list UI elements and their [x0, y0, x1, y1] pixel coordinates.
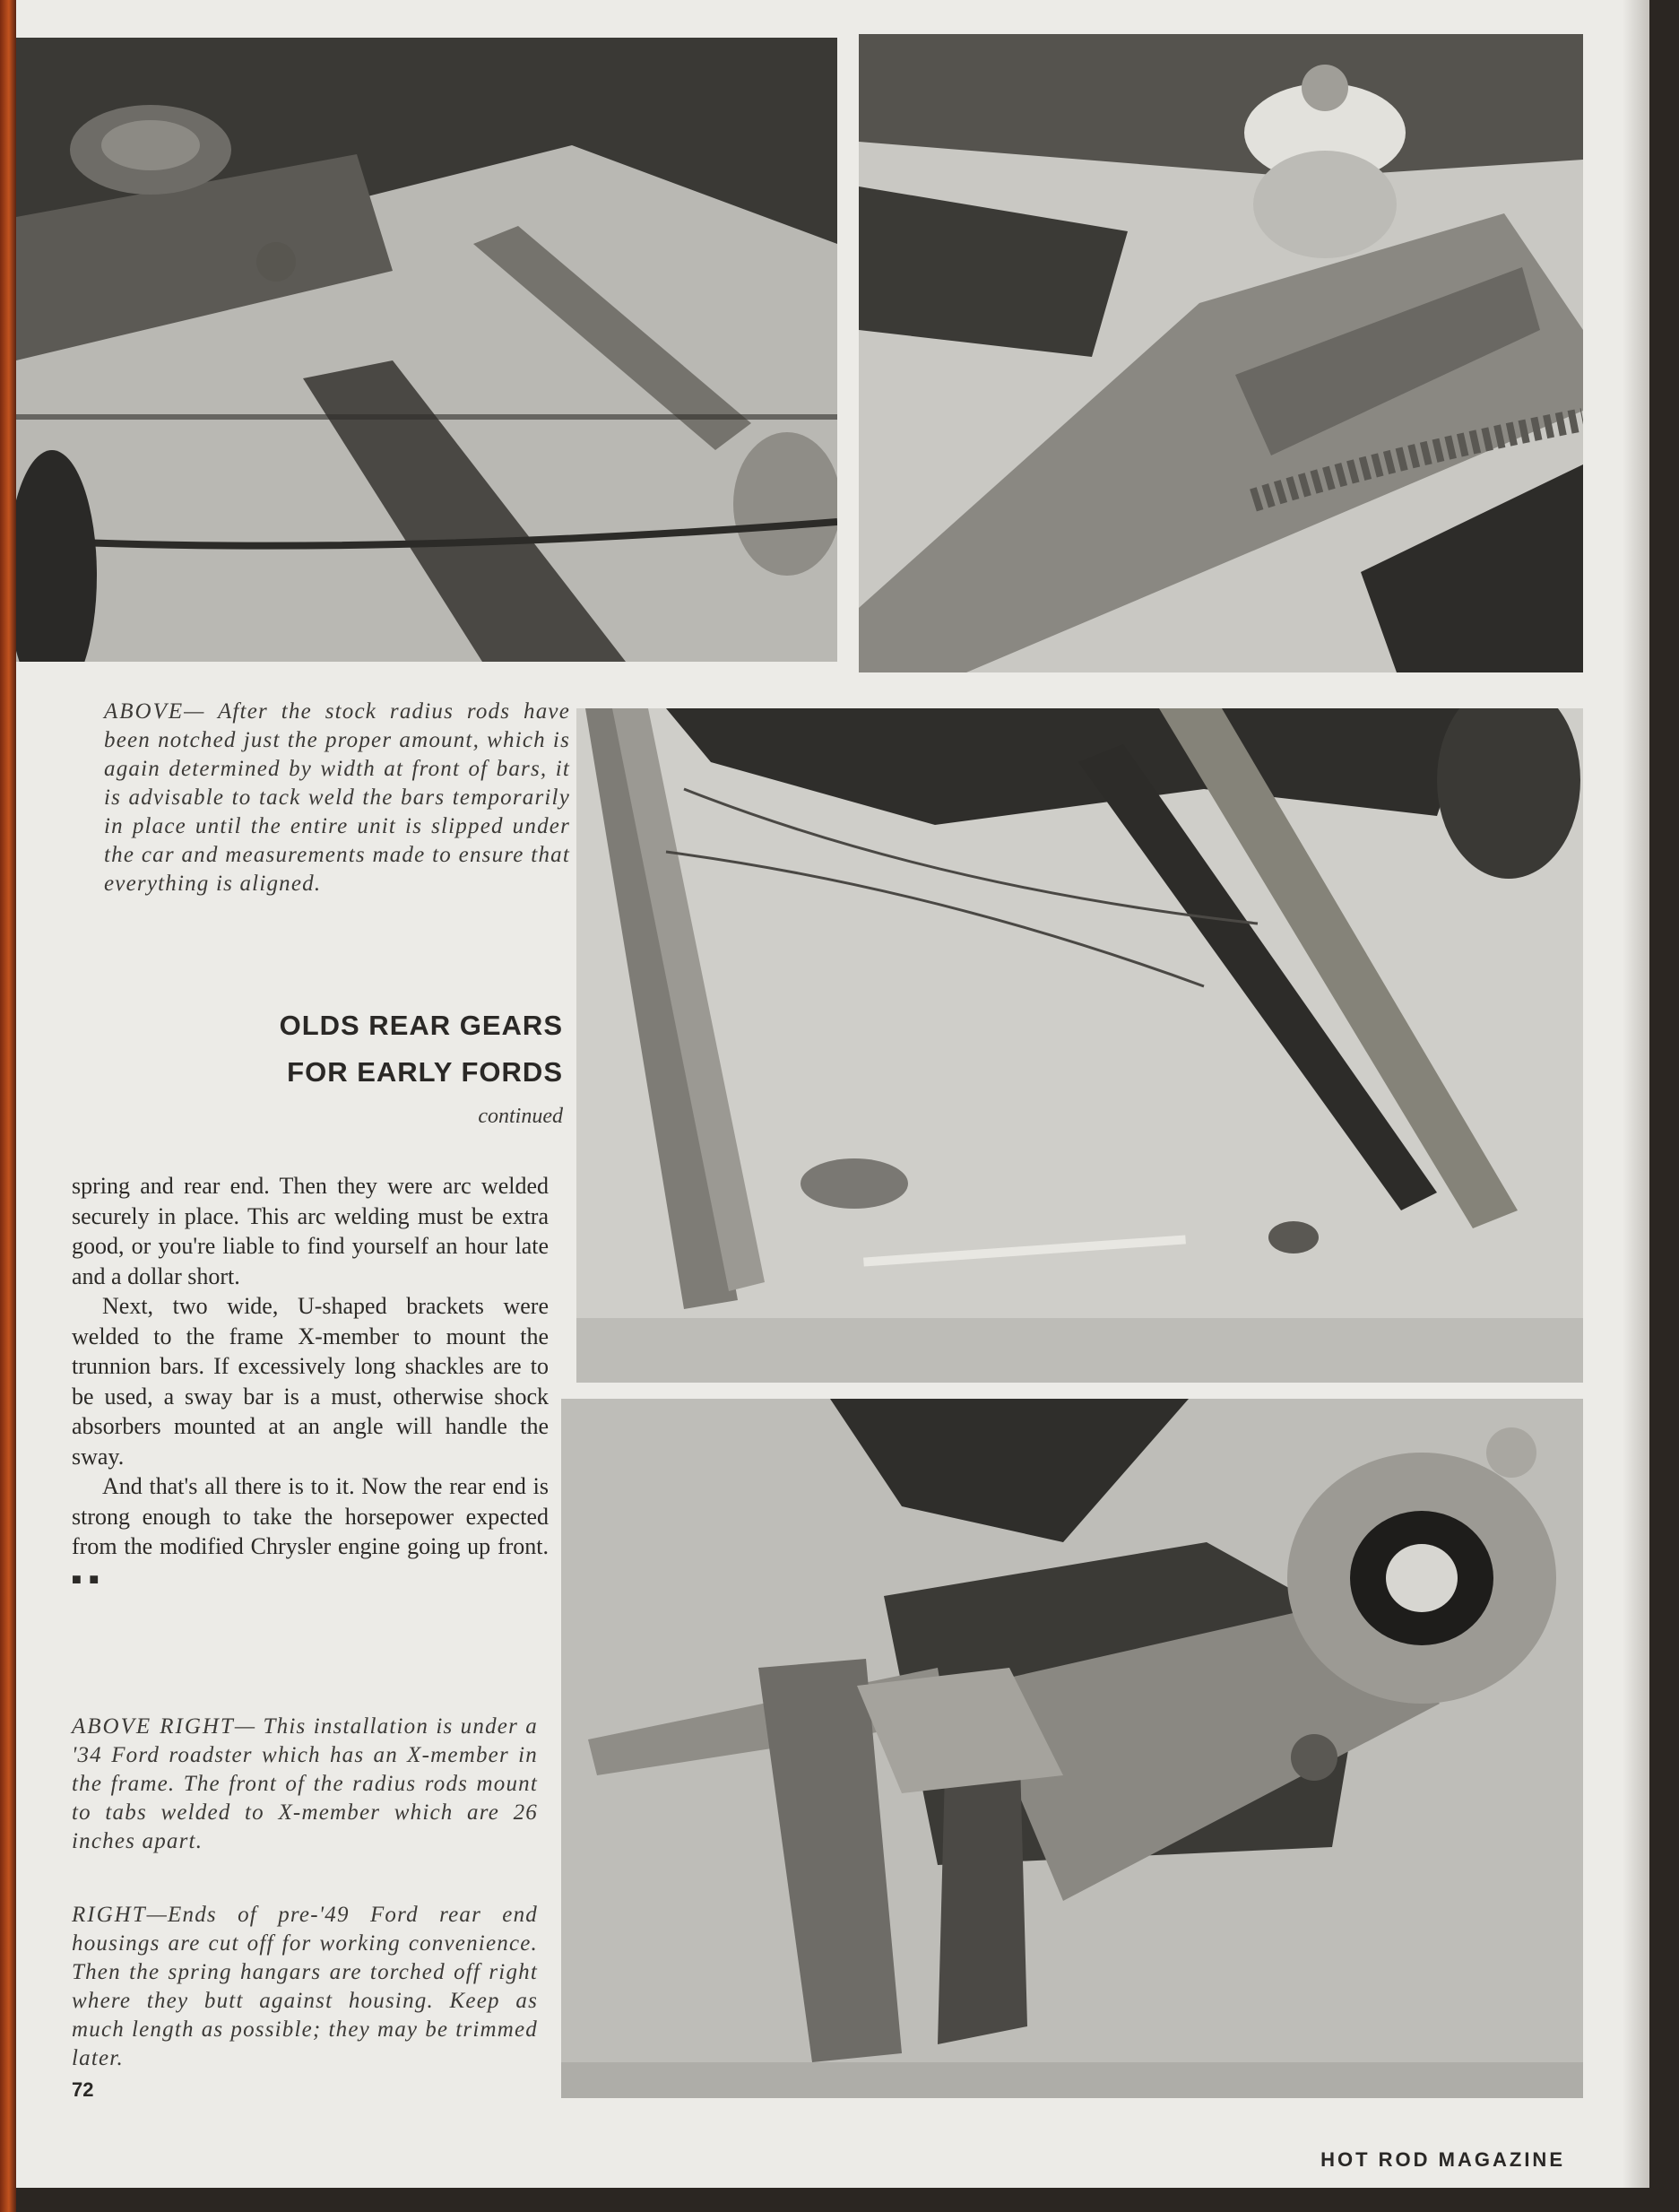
caption-above-text: — After the stock radius rods have been notched just the proper amount, which is again determined by width at front of bars, it is advisable to tack weld the bars temporarily in place until the entire unit is slipped under the car and measurements made to ensure that everything is aligned.: [104, 699, 570, 896]
photo-housing-end-cut-off: [561, 1399, 1583, 2098]
caption-above: [104, 698, 570, 898]
article-paragraph-3-text: And that's all there is to it. Now the rear end is strong enough to take the horsepower expected from the modified Chrysler engine going up front.: [72, 1473, 549, 1559]
photo-x-member-installation: [576, 708, 1583, 1383]
caption-right: [72, 1901, 538, 2073]
photo-housing-end-cut-off-image: [561, 1399, 1583, 2098]
page-number: 72: [72, 2078, 94, 2101]
caption-above-right-text: — This installation is under a '34 Ford roadster which has an X-member in the frame. The front of the radius rods mount to tabs welded to X-member which are 26 inches apart.: [72, 1714, 538, 1853]
magazine-spine-edge: [0, 0, 16, 2212]
photo-radius-rod-closeup: [859, 34, 1583, 672]
photo-radius-rod-welding-image: [16, 38, 837, 662]
photo-radius-rod-welding: [16, 38, 837, 662]
photo-radius-rod-closeup-image: [859, 34, 1583, 672]
photo-x-member-installation-image: [576, 708, 1583, 1383]
page-edge-shadow: [1623, 0, 1649, 2188]
headline-line-1: OLDS REAR GEARS: [279, 1010, 563, 1041]
caption-right-lead: RIGHT: [72, 1903, 147, 1927]
article-paragraph-3: [72, 1471, 549, 1594]
caption-above-right-lead: ABOVE RIGHT: [72, 1714, 235, 1739]
article-body: [72, 1171, 549, 1594]
continued-label: continued: [478, 1105, 563, 1128]
caption-above-lead: ABOVE: [104, 699, 185, 724]
caption-right-text: —Ends of pre-'49 Ford rear end housings are cut off for working convenience. Then the spring hangars are torched off right where they butt against housing. Keep as much length as possible; they may be trimmed later.: [72, 1903, 538, 2070]
article-paragraph-1: spring and rear end. Then they were arc welded securely in place. This arc welding must be extra good, or you're liable to find yourself an hour late and a dollar short.: [72, 1173, 549, 1289]
magazine-footer: HOT ROD MAGAZINE: [1320, 2148, 1565, 2171]
headline-line-2: FOR EARLY FORDS: [287, 1056, 563, 1088]
magazine-page: [16, 0, 1649, 2188]
article-headline: [240, 1002, 563, 1096]
article-paragraph-2: Next, two wide, U-shaped brackets were welded to the frame X-member to mount the trunnion bars. If excessively long shackles are to be used, a sway bar is a must, otherwise shock absorbers mounted at an angle will handle the sway.: [72, 1293, 549, 1470]
end-of-article-mark: ■ ■: [72, 1569, 101, 1588]
caption-above-right: [72, 1713, 538, 1856]
